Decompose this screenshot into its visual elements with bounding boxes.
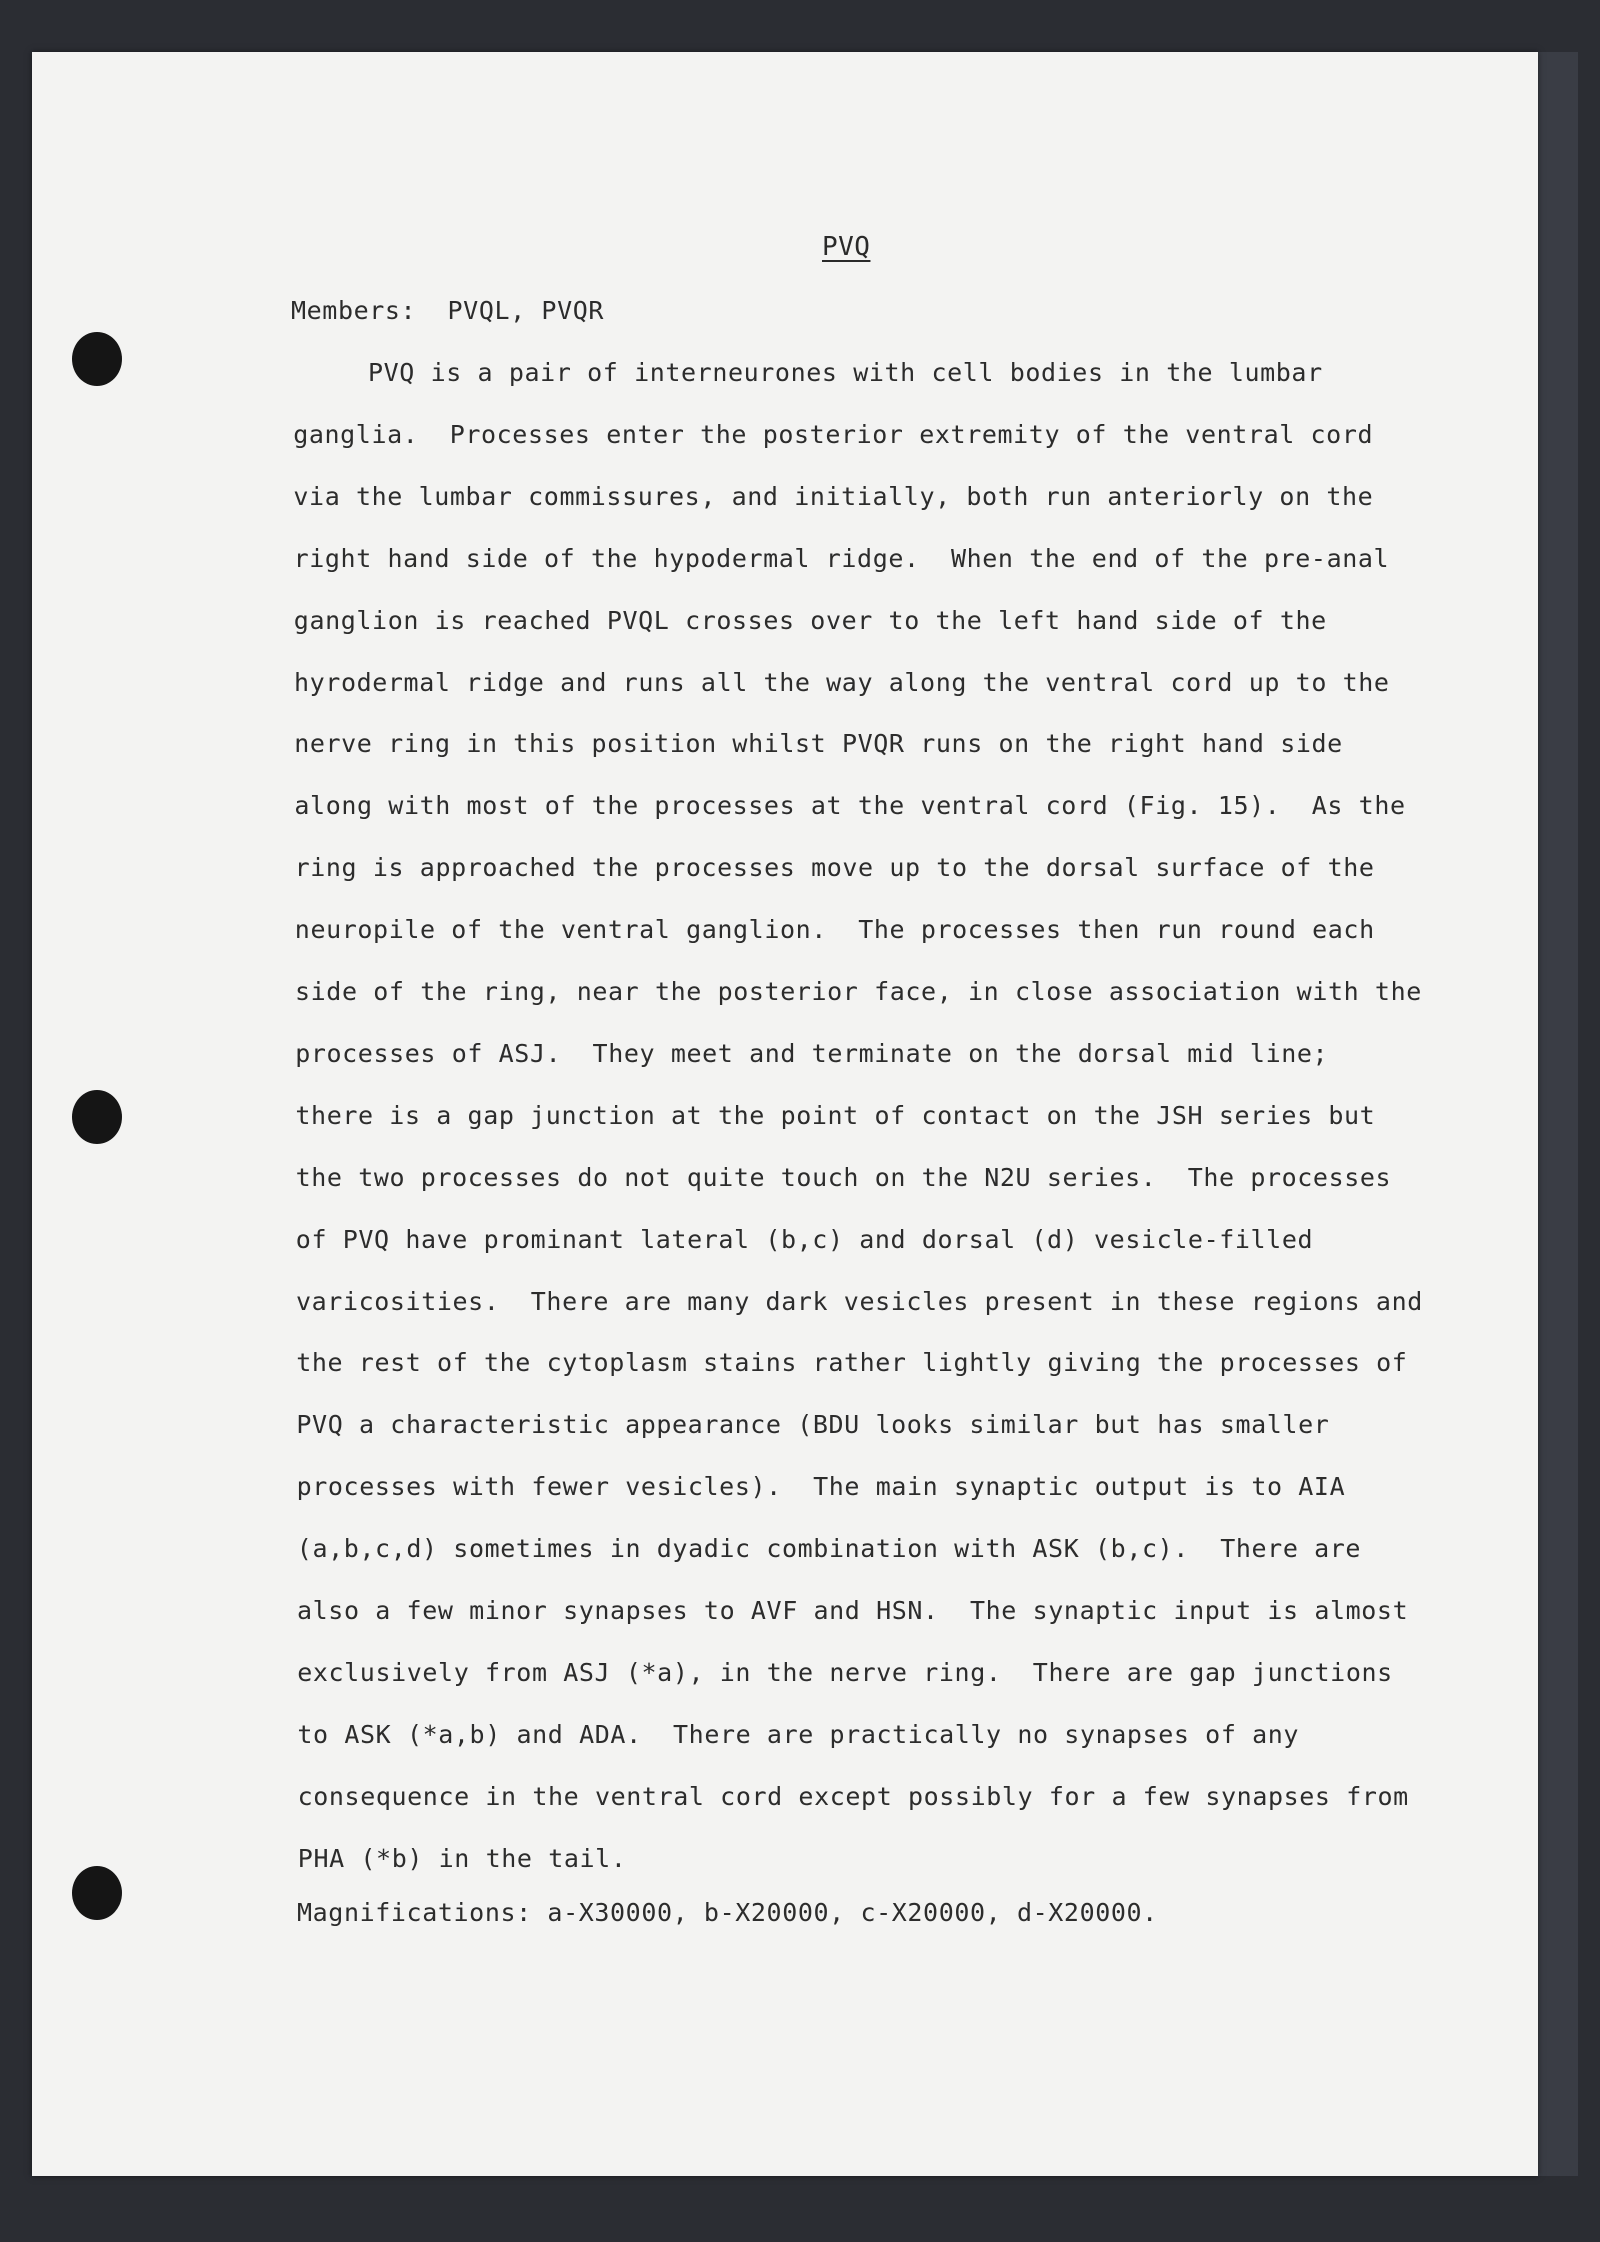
paragraph-line: processes with fewer vesicles). The main synaptic output is to AIA [296, 1472, 1346, 1502]
paragraph-line: along with most of the processes at the ventral cord (Fig. 15). As the [294, 791, 1406, 821]
paragraph-line: also a few minor synapses to AVF and HSN. The synaptic input is almost [297, 1596, 1409, 1625]
paragraph-line: PVQ a characteristic appearance (BDU looks similar but has smaller [296, 1410, 1330, 1440]
paragraph-line: hyrodermal ridge and runs all the way along the ventral cord up to the [294, 667, 1390, 697]
paragraph-line: of PVQ have prominant lateral (b,c) and dorsal (d) vesicle-filled [295, 1224, 1314, 1254]
paragraph-line: ring is approached the processes move up to the dorsal surface of the [294, 853, 1375, 883]
paragraph-line: ganglia. Processes enter the posterior extremity of the ventral cord [293, 419, 1374, 449]
paragraph-line: PHA (*b) in the tail. [297, 1843, 627, 1873]
paragraph-line: processes of ASJ. They meet and terminate on the dorsal mid line; [295, 1038, 1329, 1068]
punch-hole-top [72, 332, 122, 386]
punch-hole-middle [72, 1090, 122, 1144]
paragraph-line: neuropile of the ventral ganglion. The processes then run round each [294, 915, 1375, 945]
paragraph-line: via the lumbar commissures, and initially, both run anteriorly on the [293, 481, 1374, 511]
paragraph-line: exclusively from ASJ (*a), in the nerve ring. There are gap junctions [297, 1657, 1393, 1687]
paragraph-line: to ASK (*a,b) and ADA. There are practically no synapses of any [297, 1719, 1300, 1749]
magnifications-line: Magnifications: a-X30000, b-X20000, c-X20000, d-X20000. [297, 1898, 1158, 1927]
paragraph-line: the two processes do not quite touch on the N2U series. The processes [295, 1162, 1392, 1192]
scanner-background-strip [1538, 52, 1578, 2176]
paragraph-line: side of the ring, near the posterior face, in close association with the [295, 977, 1422, 1006]
paragraph-line: consequence in the ventral cord except possibly for a few synapses from [297, 1781, 1409, 1811]
paragraph-line: there is a gap junction at the point of contact on the JSH series but [295, 1100, 1376, 1130]
paragraph-line: the rest of the cytoplasm stains rather lightly giving the processes of [296, 1348, 1408, 1378]
paragraph-line: varicosities. There are many dark vesicles present in these regions and [296, 1286, 1423, 1316]
paragraph-line: right hand side of the hypodermal ridge. When the end of the pre-anal [293, 543, 1390, 573]
members-line: Members: PVQL, PVQR [291, 296, 605, 325]
page-title: PVQ [822, 232, 871, 262]
punch-hole-bottom [72, 1866, 122, 1920]
paragraph-line: ganglion is reached PVQL crosses over to the left hand side of the [293, 605, 1327, 635]
paragraph-line: PVQ is a pair of interneurones with cell bodies in the lumbar [368, 358, 1323, 387]
paragraph-line: (a,b,c,d) sometimes in dyadic combination with ASK (b,c). There are [296, 1534, 1362, 1564]
paragraph-line: nerve ring in this position whilst PVQR runs on the right hand side [294, 729, 1343, 759]
